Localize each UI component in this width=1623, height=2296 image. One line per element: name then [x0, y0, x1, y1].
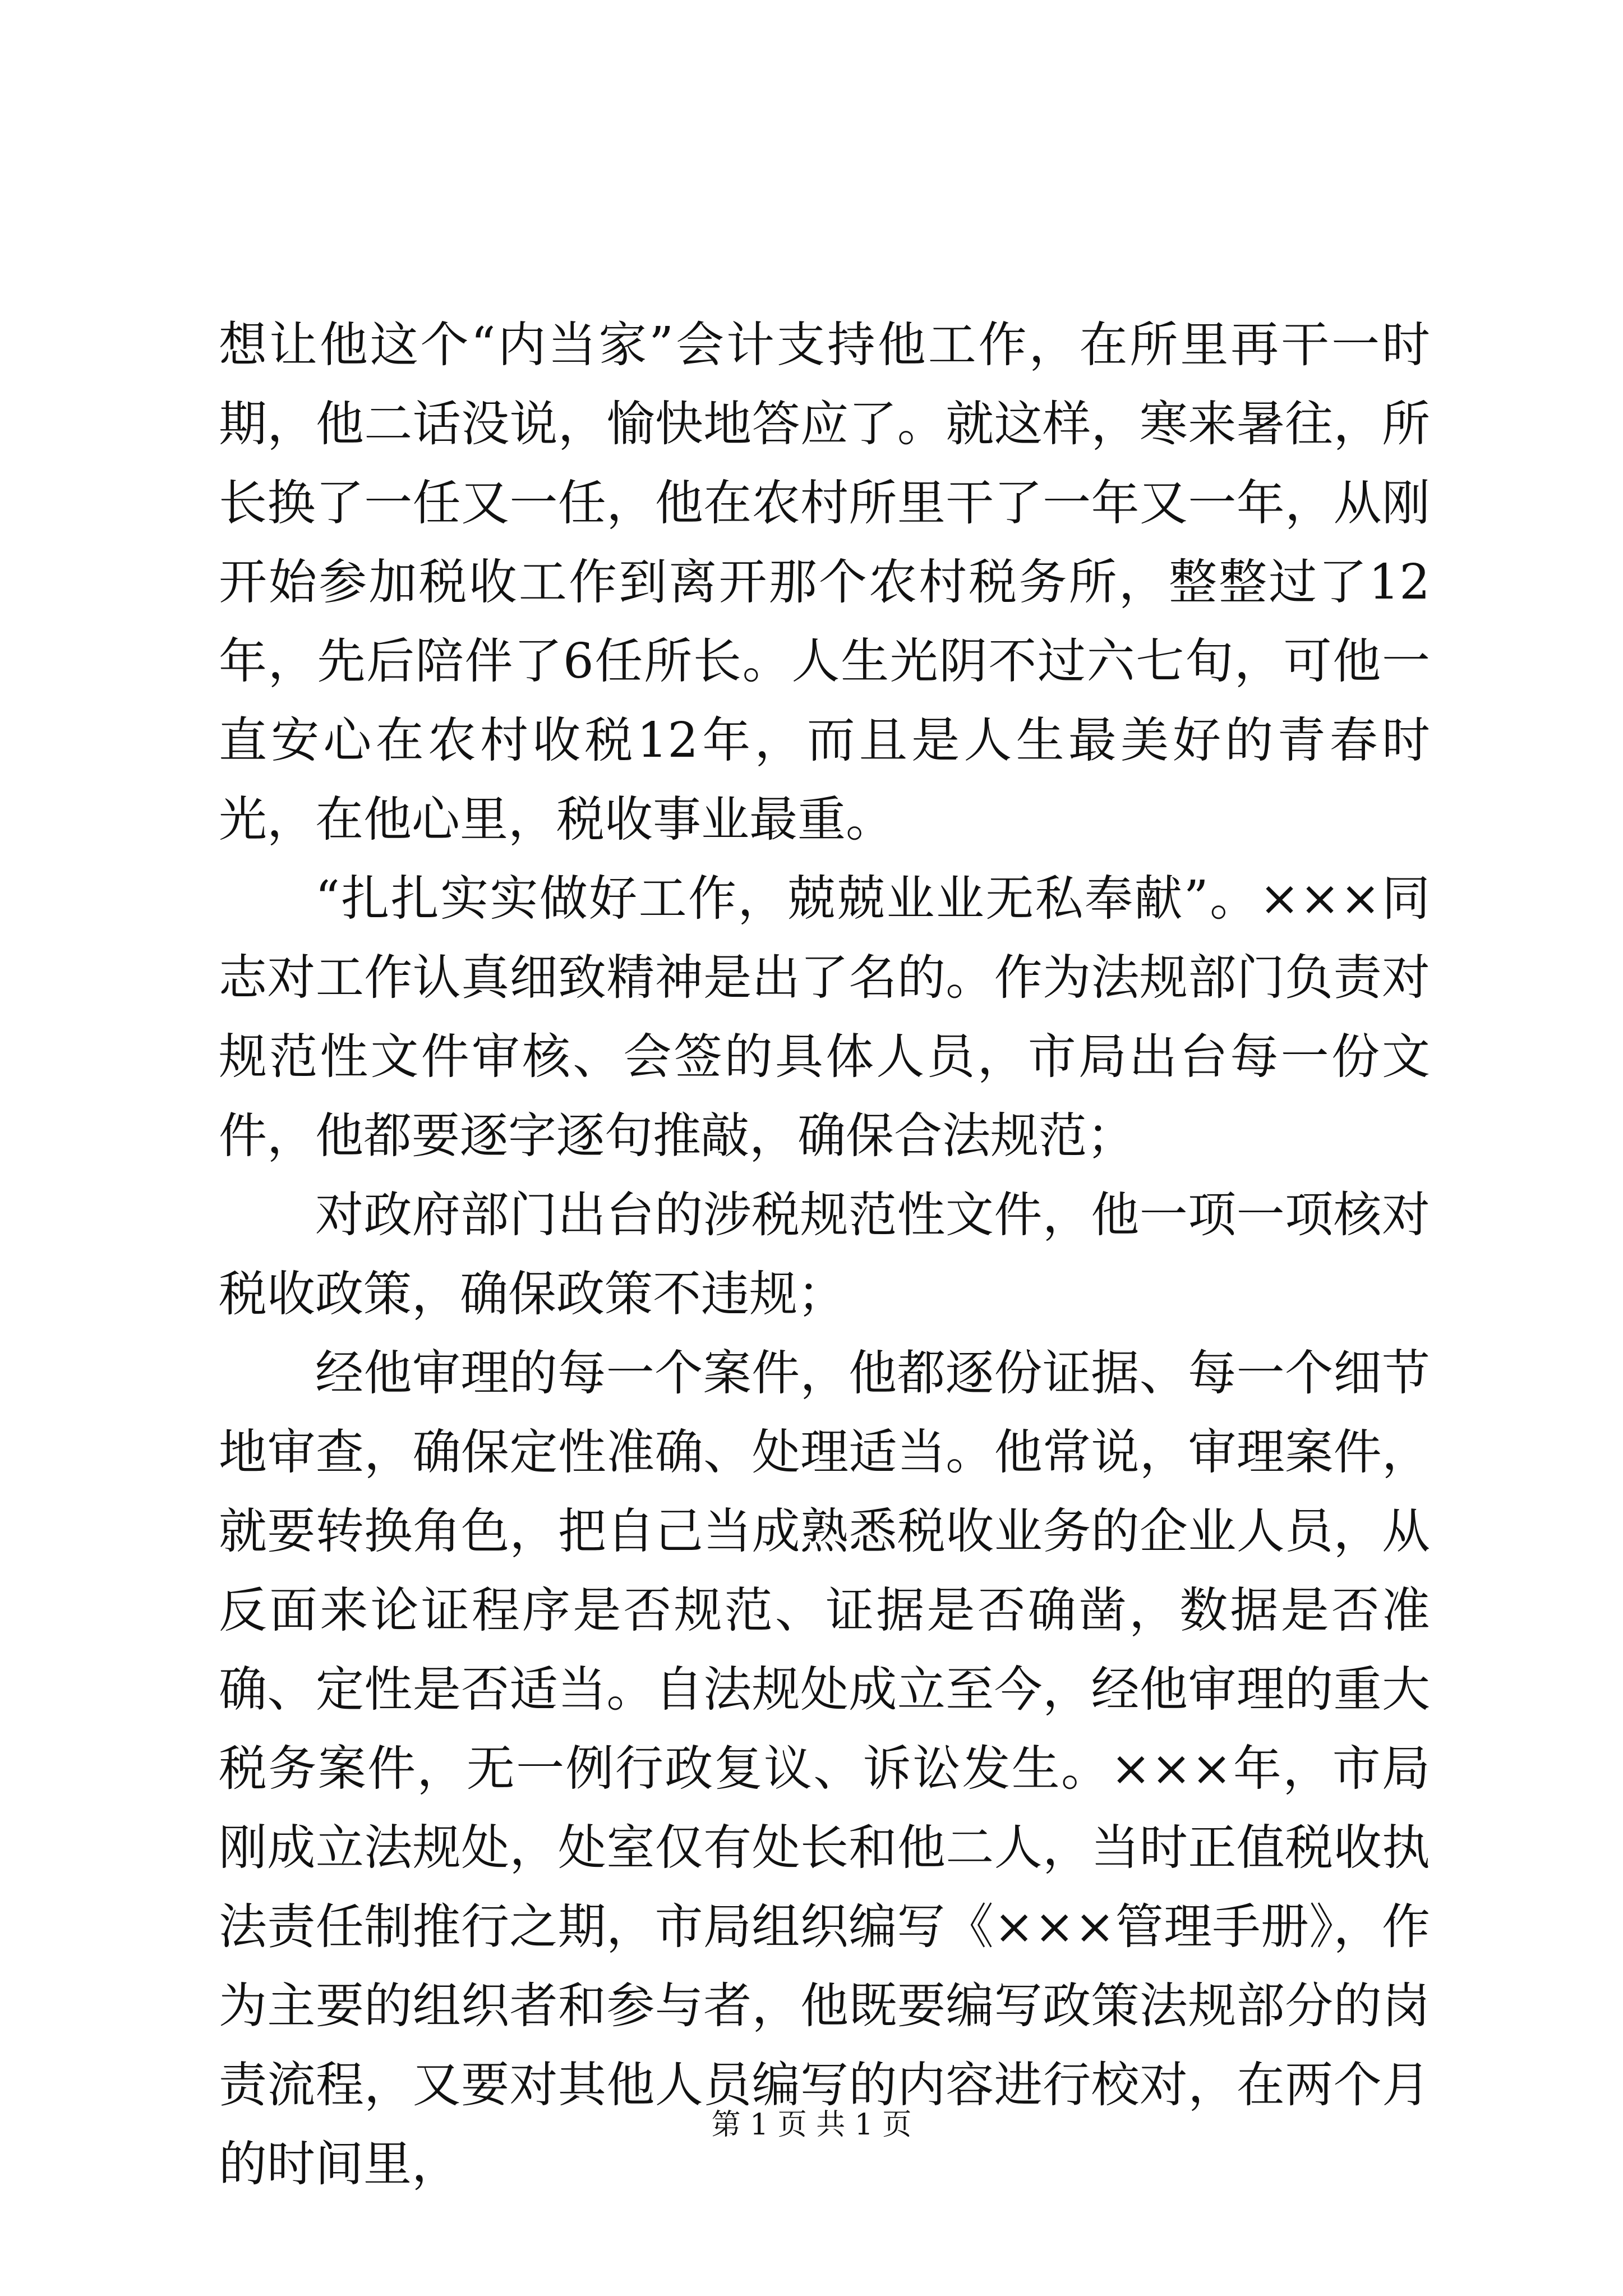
- page-footer: 第 1 页 共 1 页: [711, 2108, 912, 2142]
- document-body: [219, 306, 1430, 2204]
- paragraph-2: “扎扎实实做好工作，兢兢业业无私奉献”。×××同志对工作认真细致精神是出了名的。作为法规部门负责对规范性文件审核、会签的具体人员，市局出台每一份文件，他都要逐字逐句推敲，确保合法规范；: [219, 871, 1430, 1164]
- paragraph-4: 经他审理的每一个案件，他都逐份证据、每一个细节地审查，确保定性准确、处理适当。他常说，审理案件，就要转换角色，把自己当成熟悉税收业务的企业人员，从反面来论证程序是否规范、证据是否确凿，数据是否准确、定性是否适当。自法规处成立至今，经他审理的重大税务案件，无一例行政复议、诉讼发生。×××年，市局刚成立法规处，处室仅有处长和他二人，当时正值税收执法责任制推行之期，市局组织编写《×××管理手册》，作为主要的组织者和参与者，他既要编写政策法规部分的岗责流程，又要对其他人员编写的内容进行校对，在两个月的时间里，: [219, 1345, 1430, 2192]
- paragraph-1: 想让他这个“内当家”会计支持他工作，在所里再干一时期，他二话没说，愉快地答应了。就这样，寒来暑往，所长换了一任又一任，他在农村所里干了一年又一年，从刚开始参加税收工作到离开那个农村税务所，整整过了12年，先后陪伴了6任所长。人生光阴不过六七旬，可他一直安心在农村收税12年，而且是人生最美好的青春时光，在他心里，税收事业最重。: [219, 317, 1430, 848]
- paragraph-3: 对政府部门出台的涉税规范性文件，他一项一项核对税收政策，确保政策不违规；: [219, 1187, 1430, 1322]
